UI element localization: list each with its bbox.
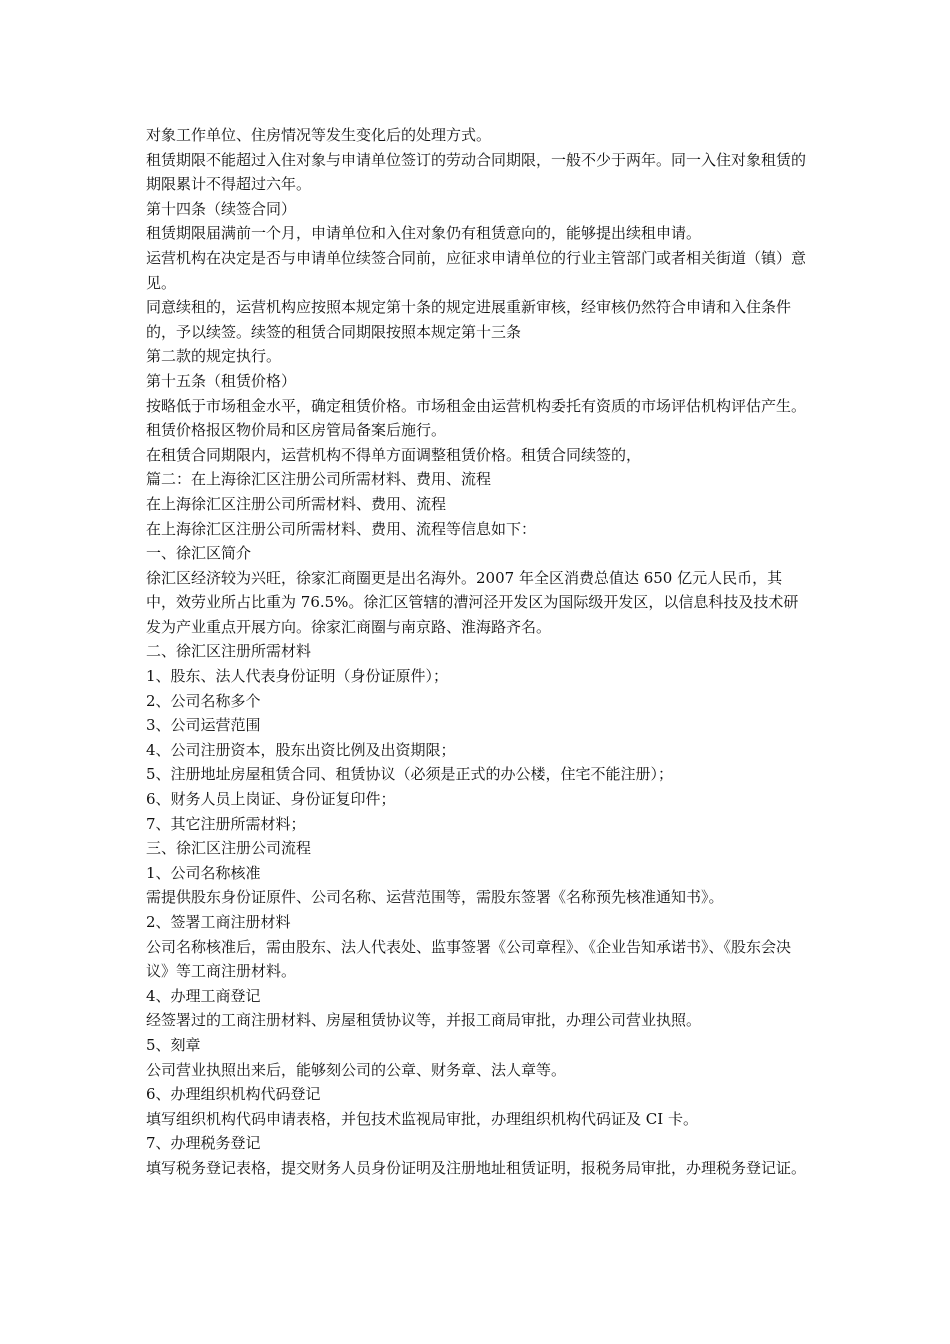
paragraph: 填写组织机构代码申请表格，并包技术监视局审批，办理组织机构代码证及 CI 卡。	[146, 1109, 698, 1128]
list-item: 1、股东、法人代表身份证明（身份证原件）；	[146, 667, 449, 686]
paragraph: 经签署过的工商注册材料、房屋租赁协议等，并报工商局审批，办理公司营业执照。	[146, 1011, 702, 1030]
section-heading: 第十四条（续签合同）	[146, 199, 297, 218]
paragraph: 需提供股东身份证原件、公司名称、运营范围等，需股东签署《名称预先核准通知书》。	[146, 888, 724, 907]
list-item: 4、公司注册资本，股东出资比例及出资期限；	[146, 740, 456, 759]
paragraph: 租赁期限不能超过入住对象与申请单位签订的劳动合同期限，一般不少于两年。同一入住对象租赁的期限累计不得超过六年。	[146, 150, 807, 194]
paragraph: 公司名称核准后，需由股东、法人代表处、监事签署《公司章程》、《企业告知承诺书》、《股东会决议》等工商注册材料。	[146, 937, 792, 981]
list-item: 6、财务人员上岗证、身份证复印件；	[146, 790, 396, 809]
paragraph: 在上海徐汇区注册公司所需材料、费用、流程	[146, 494, 447, 513]
paragraph: 第二款的规定执行。	[146, 347, 282, 366]
article-title: 篇二：在上海徐汇区注册公司所需材料、费用、流程	[146, 470, 492, 489]
list-item: 7、其它注册所需材料；	[146, 814, 306, 833]
section-heading: 第十五条（租赁价格）	[146, 371, 297, 390]
list-item: 4、办理工商登记	[146, 986, 261, 1005]
list-item: 6、办理组织机构代码登记	[146, 1085, 321, 1104]
list-item: 2、公司名称多个	[146, 691, 261, 710]
document-body	[146, 123, 811, 1181]
paragraph: 公司营业执照出来后，能够刻公司的公章、财务章、法人章等。	[146, 1060, 567, 1079]
paragraph: 租赁期限届满前一个月，申请单位和入住对象仍有租赁意向的，能够提出续租申请。	[146, 224, 702, 243]
paragraph: 对象工作单位、住房情况等发生变化后的处理方式。	[146, 126, 492, 144]
list-item: 5、刻章	[146, 1035, 201, 1054]
list-item: 1、公司名称核准	[146, 863, 261, 882]
paragraph: 运营机构在决定是否与申请单位续签合同前，应征求申请单位的行业主管部门或者相关街道（镇）意见。	[146, 248, 807, 292]
list-item: 3、公司运营范围	[146, 716, 261, 735]
section-heading: 一、徐汇区简介	[146, 544, 252, 563]
section-heading: 二、徐汇区注册所需材料	[146, 642, 312, 661]
list-item: 5、注册地址房屋租赁合同、租赁协议（必须是正式的办公楼，住宅不能注册）；	[146, 765, 674, 784]
list-item: 2、签署工商注册材料	[146, 913, 291, 931]
section-heading: 三、徐汇区注册公司流程	[146, 839, 312, 858]
paragraph: 徐汇区经济较为兴旺，徐家汇商圈更是出名海外。2007 年全区消费总值达 650 亿元人民币，其中，效劳业所占比重为 76.5%。徐汇区管辖的漕河泾开发区为国际级开发区，以信息科技及技术研发为产业重点开展方向。徐家汇商圈与南京路、淮海路齐名。	[146, 568, 799, 636]
paragraph: 在上海徐汇区注册公司所需材料、费用、流程等信息如下：	[146, 519, 537, 538]
paragraph: 填写税务登记表格，提交财务人员身份证明及注册地址租赁证明，报税务局审批，办理税务登记证。	[146, 1158, 807, 1177]
list-item: 7、办理税务登记	[146, 1134, 261, 1153]
paragraph: 在租赁合同期限内，运营机构不得单方面调整租赁价格。租赁合同续签的，	[146, 445, 642, 464]
paragraph: 同意续租的，运营机构应按照本规定第十条的规定进展重新审核，经审核仍然符合申请和入住条件的，予以续签。续签的租赁合同期限按照本规定第十三条	[146, 298, 792, 341]
paragraph: 按略低于市场租金水平，确定租赁价格。市场租金由运营机构委托有资质的市场评估机构评估产生。租赁价格报区物价局和区房管局备案后施行。	[146, 396, 807, 440]
